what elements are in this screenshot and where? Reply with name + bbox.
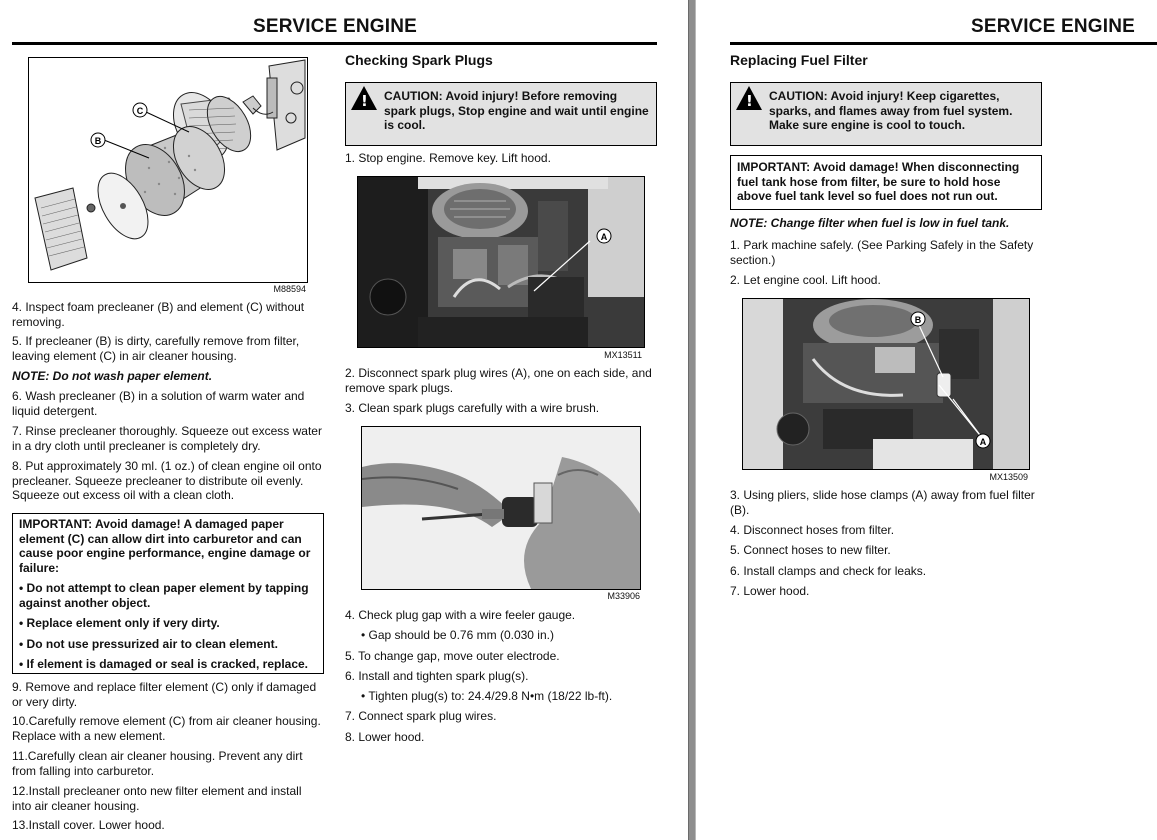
spark-step-5: 5. To change gap, move outer electrode.: [345, 649, 560, 663]
air-cleaner-diagram: [28, 57, 308, 283]
spark-step-4: 4. Check plug gap with a wire feeler gauge.: [345, 608, 576, 622]
fuel-filter-title: Replacing Fuel Filter: [730, 52, 868, 68]
label-a-fuel: A: [979, 437, 987, 447]
fuel-fig-code: MX13509: [989, 472, 1028, 482]
fuel-step-7: 7. Lower hood.: [730, 584, 810, 598]
label-b: B: [94, 136, 102, 146]
warning-icon-fuel: [736, 86, 762, 110]
engine-photo-fuel: [742, 298, 1030, 470]
note-paper: NOTE: Do not wash paper element.: [12, 369, 213, 383]
spark-step-6: 6. Install and tighten spark plug(s).: [345, 669, 529, 683]
left-page-header: SERVICE ENGINE: [253, 16, 417, 37]
fuel-caution-box: [730, 82, 1042, 146]
step-12: 12.Install precleaner onto new filter element and install into air cleaner housing.: [12, 784, 302, 813]
important-intro: IMPORTANT: Avoid damage! A damaged paper element (C) can allow dirt into carburetor and can cause poor engine performance, engine damage or failure:: [19, 517, 311, 575]
spark-step-8: 8. Lower hood.: [345, 730, 425, 744]
spark-plug-cleaning-photo: [361, 426, 641, 590]
fig3-code: M33906: [607, 591, 640, 601]
step-6: 6. Wash precleaner (B) in a solution of warm water and liquid detergent.: [12, 389, 305, 418]
left-header-rule: [12, 42, 657, 45]
fuel-step-4: 4. Disconnect hoses from filter.: [730, 523, 895, 537]
label-a-spark: A: [600, 232, 608, 242]
fuel-important-text: IMPORTANT: Avoid damage! When disconnecting fuel tank hose from filter, be sure to hold hose above fuel tank level so fuel does not run out.: [737, 160, 1020, 203]
engine-photo-spark: [357, 176, 645, 348]
spark-step-3: 3. Clean spark plugs carefully with a wire brush.: [345, 401, 600, 415]
important-item-3: • Do not use pressurized air to clean element.: [19, 636, 278, 651]
fuel-important-box: [730, 155, 1042, 210]
step-13: 13.Install cover. Lower hood.: [12, 818, 165, 832]
important-item-4: • If element is damaged or seal is cracked, replace.: [19, 657, 309, 671]
step-4: 4. Inspect foam precleaner (B) and element (C) without removing.: [12, 300, 305, 329]
spark-step-1: 1. Stop engine. Remove key. Lift hood.: [345, 151, 551, 165]
step-10: 10.Carefully remove element (C) from air cleaner housing. Replace with a new element.: [12, 714, 321, 743]
torque-spec: • Tighten plug(s) to: 24.4/29.8 N•m (18/22 lb-ft).: [361, 689, 613, 703]
fuel-step-3: 3. Using pliers, slide hose clamps (A) away from fuel filter (B).: [730, 488, 1035, 517]
right-header-rule: [730, 42, 1157, 45]
page-gutter: [688, 0, 696, 840]
spark-caution-box: [345, 82, 657, 146]
spark-caution-text: CAUTION: Avoid injury! Before removing spark plugs, Stop engine and wait until engine is cool.: [384, 89, 649, 132]
spark-step-7: 7. Connect spark plug wires.: [345, 709, 497, 723]
spark-step-2: 2. Disconnect spark plug wires (A), one on each side, and remove spark plugs.: [345, 366, 652, 395]
step-11: 11.Carefully clean air cleaner housing. Prevent any dirt from falling into carburetor.: [12, 749, 303, 778]
fuel-step-6: 6. Install clamps and check for leaks.: [730, 564, 927, 578]
right-page-header: SERVICE ENGINE: [971, 16, 1135, 37]
fuel-caution-text: CAUTION: Avoid injury! Keep cigarettes, sparks, and flames away from fuel system. Make sure engine is cool to touch.: [769, 89, 1013, 132]
step-8: 8. Put approximately 30 ml. (1 oz.) of clean engine oil onto precleaner. Squeeze precleaner to distribute oil evenly. Squeeze out excess oil with a clean cloth.: [12, 459, 322, 502]
spark-plugs-title: Checking Spark Plugs: [345, 52, 493, 68]
fuel-step-5: 5. Connect hoses to new filter.: [730, 543, 891, 557]
step-5: 5. If precleaner (B) is dirty, carefully remove from filter, leaving element (C) in air cleaner housing.: [12, 334, 300, 363]
warning-icon: [351, 86, 377, 110]
important-item-2: • Replace element only if very dirty.: [19, 616, 220, 630]
important-item-1: • Do not attempt to clean paper element by tapping against another object.: [19, 581, 309, 610]
important-box-paper: [12, 513, 324, 674]
right-page: [696, 0, 1157, 840]
fig1-code: M88594: [273, 284, 306, 294]
label-b-fuel: B: [914, 315, 922, 325]
gap-spec: • Gap should be 0.76 mm (0.030 in.): [361, 628, 554, 642]
fig2-code: MX13511: [604, 350, 642, 360]
step-7: 7. Rinse precleaner thoroughly. Squeeze out excess water in a dry cloth until precleaner is completely dry.: [12, 424, 322, 453]
fuel-step-1: 1. Park machine safely. (See Parking Safely in the Safety section.): [730, 238, 1034, 267]
fuel-step-2: 2. Let engine cool. Lift hood.: [730, 273, 881, 287]
label-c: C: [136, 106, 144, 116]
step-9: 9. Remove and replace filter element (C) only if damaged or very dirty.: [12, 680, 317, 709]
fuel-note: NOTE: Change filter when fuel is low in fuel tank.: [730, 216, 1010, 230]
